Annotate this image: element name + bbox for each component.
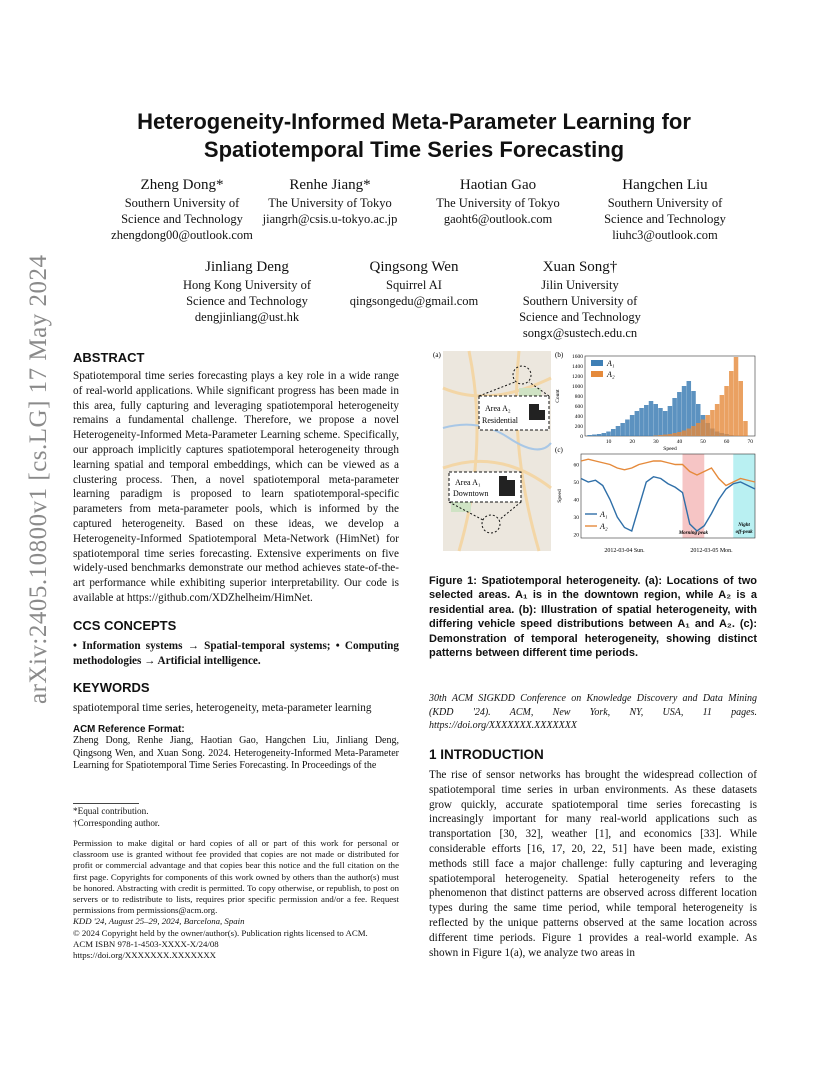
histogram-bar (663, 435, 668, 437)
footnote-corresponding: †Corresponding author. (73, 817, 160, 828)
annotation-label: Morning peak (678, 531, 709, 536)
venue-line: KDD '24, August 25–29, 2024, Barcelona, Spain (73, 916, 245, 927)
x-tick-label: 10 (605, 439, 612, 445)
footnote-rule (73, 803, 139, 804)
histogram-bar (677, 432, 682, 436)
left-column (73, 350, 399, 773)
x-tick-label: 70 (747, 439, 754, 445)
area-a1-label: Area A₁ (455, 478, 481, 487)
author-name: Renhe Jiang* (289, 177, 371, 193)
keywords-text: spatiotemporal time series, heterogeneity, meta-parameter learning (73, 702, 372, 715)
y-tick-label: 1600 (572, 354, 583, 360)
histogram-bar (672, 398, 677, 436)
speed-distribution-chart (555, 354, 755, 452)
y-tick-label: 600 (574, 404, 583, 410)
ccs-text: • Information systems → Spatial-temporal systems; • Computing methodologies → Artificial intelligence. (73, 639, 399, 667)
author-block (480, 257, 680, 341)
morning-peak-band (683, 454, 705, 538)
x-tick-label: 60 (723, 439, 730, 445)
x-tick-label: 2012-03-05 Mon. (690, 548, 733, 554)
histogram-bar (658, 408, 663, 436)
footnote-equal: *Equal contribution. (73, 806, 149, 816)
histogram-bar (691, 426, 696, 436)
residential-label: Residential (482, 416, 518, 425)
histogram-bar (672, 433, 677, 436)
conference-info: 30th ACM SIGKDD Conference on Knowledge Discovery and Data Mining (KDD '24). ACM, New York, NY, USA, 11 pages. https://doi.org/XXXXXXX.XXXXXXX (429, 693, 757, 732)
histogram-bar (606, 432, 611, 437)
author-email: songx@sustech.edu.cn (522, 326, 638, 340)
doi-line: https://doi.org/XXXXXXX.XXXXXXX (73, 950, 217, 961)
area-a2-label: Area A₂ (485, 404, 511, 413)
histogram-bar (701, 420, 706, 437)
histogram-bar (663, 411, 668, 436)
isbn-line: ACM ISBN 978-1-4503-XXXX-X/24/08 (73, 938, 219, 949)
author-affiliation: The University of Tokyo (436, 196, 560, 210)
histogram-bar (668, 406, 673, 436)
y-tick-label: 800 (574, 394, 583, 400)
author-email: dengjinliang@ust.hk (194, 310, 300, 324)
histogram-bar (653, 404, 658, 436)
author-affiliation: Science and Technology (121, 212, 243, 226)
author-affiliation: Southern University of (522, 294, 638, 308)
histogram-bar (682, 386, 687, 436)
author-email: liuhc3@outlook.com (612, 228, 718, 242)
histogram-bar (715, 404, 720, 436)
histogram-bar (649, 401, 654, 436)
author-affiliation: Science and Technology (519, 310, 641, 324)
figure-caption: Figure 1: Spatiotemporal heterogeneity. (a): Locations of two selected areas. A₁ is in the downtown region, while A₂ is a residential area. (b): Illustration of spatial heterogeneity, with differing vehicle speed distributions between A₁ and A₂. (c): Demonstration of temporal heterogeneity, showing distinct patterns between different time periods. (429, 575, 757, 660)
figure-1 (429, 348, 759, 558)
y-tick-label: 30 (573, 515, 579, 521)
histogram-bar (602, 433, 607, 436)
abstract-text: Spatiotemporal time series forecasting plays a key role in a wide range of real-world applications. While significant progress has been made in this area, fully capturing and leveraging spatiotemporal heterogeneity remains a fundamental challenge. Therefore, we propose a novel Heterogeneity-Informed Meta-Parameter Learning scheme. Specifically, our approach implicitly captures spatiotemporal heterogeneity through learning spatial and temporal embeddings, which can be viewed as a clustering process. Then, a novel spatiotemporal meta-parameter learning paradigm is proposed to learn spatiotemporal-specific parameters from meta-parameter pools, which is informed by the captured heterogeneity. Based on these ideas, we develop a Heterogeneity-Informed Spatiotemporal Meta-Network (HimNet) for spatiotemporal time series forecasting. Extensive experiments on five widely-used benchmarks demonstrate our method achieves state-of-the-art performance while exhibiting superior interpretability. Our code is available at https://github.com/XDZhelheim/HimNet. (73, 370, 399, 604)
intro-heading: 1 INTRODUCTION (429, 747, 544, 762)
y-tick-label: 40 (573, 497, 579, 504)
legend-label: A₂ (607, 370, 615, 379)
x-axis-label: Speed (663, 446, 677, 452)
histogram-bar (592, 435, 597, 437)
y-tick-label: 1400 (572, 364, 583, 370)
histogram-bar (620, 423, 625, 436)
author-email: qingsongedu@gmail.com (349, 294, 479, 308)
y-tick-label: 1000 (572, 384, 583, 390)
histogram-bar (729, 371, 734, 436)
histogram-bar (658, 435, 663, 436)
x-tick-label: 2012-03-04 Sun. (604, 548, 645, 554)
ccs-heading: CCS CONCEPTS (73, 617, 177, 633)
author-email: jiangrh@csis.u-tokyo.ac.jp (262, 212, 398, 226)
keywords-heading: KEYWORDS (73, 680, 150, 696)
acm-ref-heading: ACM Reference Format: (73, 724, 185, 736)
author-block (565, 175, 765, 243)
y-tick-label: 20 (573, 532, 579, 539)
histogram-bar (710, 410, 715, 436)
abstract-heading: ABSTRACT (73, 350, 145, 365)
x-tick-label: 20 (629, 439, 635, 445)
arxiv-stamp: arXiv:2405.10800v1 [cs.LG] 17 May 2024 (25, 254, 52, 704)
author-affiliation: Southern University of (124, 196, 240, 210)
y-tick-label: 1200 (572, 374, 583, 380)
histogram-bar (720, 395, 725, 436)
y-tick-label: 200 (574, 424, 583, 430)
annotation-label: off-peak (735, 530, 753, 535)
y-tick-label: 60 (573, 462, 579, 469)
histogram-bar (734, 357, 739, 436)
speed-timeseries-chart (557, 454, 755, 554)
histogram-bar (687, 429, 692, 437)
histogram-bar (630, 415, 635, 436)
footnotes (73, 806, 399, 829)
author-affiliation: Science and Technology (186, 294, 308, 308)
y-tick-label: 0 (580, 434, 583, 440)
histogram-bar (705, 415, 710, 436)
x-tick-label: 40 (676, 439, 683, 445)
author-affiliation: The University of Tokyo (268, 196, 392, 210)
author-email: zhengdong00@outlook.com (111, 228, 253, 242)
histogram-bar (724, 386, 729, 436)
title-line-1: Heterogeneity-Informed Meta-Parameter Learning for (137, 109, 691, 134)
intro-text: The rise of sensor networks has brought the widespread collection of spatiotemporal time series in urban environments. As these datasets grow quickly, accurate spatiotemporal time series forecasting is increasingly important for many real-world applications such as transportation [30, 32], weather [1], and economics [33]. While considerable efforts [16, 17, 20, 22, 51] have been made, existing methods still face a major challenge: fully capturing and leveraging spatiotemporal heterogeneity. Spatial heterogeneity refers to the phenomenon that distinct patterns are observed across different location types during the same time period, while temporal heterogeneity is reflected by the unique patterns observed at the same location across different time periods. Figure 1 provides a real-world example. As shown in Figure 1(a), we analyze two areas in (429, 769, 757, 959)
author-name: Xuan Song† (542, 259, 618, 275)
legend-label: A₁ (600, 510, 608, 519)
author-affiliation: Jilin University (541, 278, 619, 292)
acm-ref-text: Zheng Dong, Renhe Jiang, Haotian Gao, Hangchen Liu, Jinliang Deng, Qingsong Wen, and Xuan Song. 2024. Heterogeneity-Informed Meta-Parameter Learning for Spatiotemporal Time Series Forecasting. In Proceedings of the (73, 735, 399, 772)
x-tick-label: 30 (653, 439, 659, 445)
histogram-bar (616, 426, 621, 436)
downtown-label: Downtown (453, 489, 489, 498)
author-affiliation: Southern University of (607, 196, 723, 210)
annotation-label: Night (738, 523, 750, 528)
histogram-bar (635, 411, 640, 436)
author-email: gaoht6@outlook.com (443, 212, 553, 226)
title-line-2: Spatiotemporal Time Series Forecasting (203, 137, 625, 162)
legend-swatch (591, 371, 603, 377)
histogram-bar (639, 408, 644, 436)
histogram-bar (677, 392, 682, 436)
map-background (443, 351, 551, 551)
author-name: Haotian Gao (459, 177, 537, 193)
permission-block (73, 838, 399, 961)
copyright-line: © 2024 Copyright held by the owner/author(s). Publication rights licensed to ACM. (73, 927, 368, 938)
author-affiliation: Squirrel AI (386, 278, 442, 292)
histogram-bar (682, 431, 687, 437)
histogram-bar (687, 381, 692, 436)
author-name: Zheng Dong* (140, 177, 224, 193)
histogram-bar (597, 434, 602, 436)
histogram-bar (743, 421, 748, 436)
author-affiliation: Hong Kong University of (182, 278, 312, 292)
histogram-bar (696, 423, 701, 436)
y-tick-label: 50 (573, 480, 579, 486)
histogram-bar (644, 405, 649, 436)
y-tick-label: 400 (574, 414, 583, 420)
histogram-bar (587, 435, 592, 436)
legend-swatch (591, 360, 603, 366)
panel-a-label: (a) (433, 351, 441, 359)
panel-b-label: (b) (555, 351, 564, 359)
author-affiliation: Science and Technology (604, 212, 726, 226)
author-name: Qingsong Wen (369, 259, 459, 275)
legend-label: A₂ (600, 522, 608, 531)
author-name: Hangchen Liu (622, 177, 708, 193)
histogram-bar (668, 434, 673, 436)
permission-text: Permission to make digital or hard copies of all or part of this work for personal or classroom use is granted without fee provided that copies are not made or distributed for profit or commercial advantage and that copies bear this notice and the full citation on the first page. Copyrights for components of this work owned by others than the author(s) must be honored. Abstracting with credit is permitted. To copy otherwise, or republish, to post on servers or to redistribute to lists, requires prior specific permission and/or a fee. Request permissions from permissions@acm.org. (73, 838, 399, 916)
author-name: Jinliang Deng (205, 259, 289, 275)
legend-label: A₁ (607, 359, 615, 368)
y-axis-label: Count (555, 389, 561, 403)
histogram-bar (653, 436, 658, 437)
histogram-bar (625, 420, 630, 437)
histogram-bar (738, 381, 743, 436)
paper-title (60, 108, 768, 164)
histogram-bar (611, 429, 616, 436)
x-tick-label: 50 (700, 439, 706, 445)
series-line (581, 459, 755, 485)
panel-c-label: (c) (555, 446, 563, 454)
y-axis-label: Speed (557, 489, 563, 503)
